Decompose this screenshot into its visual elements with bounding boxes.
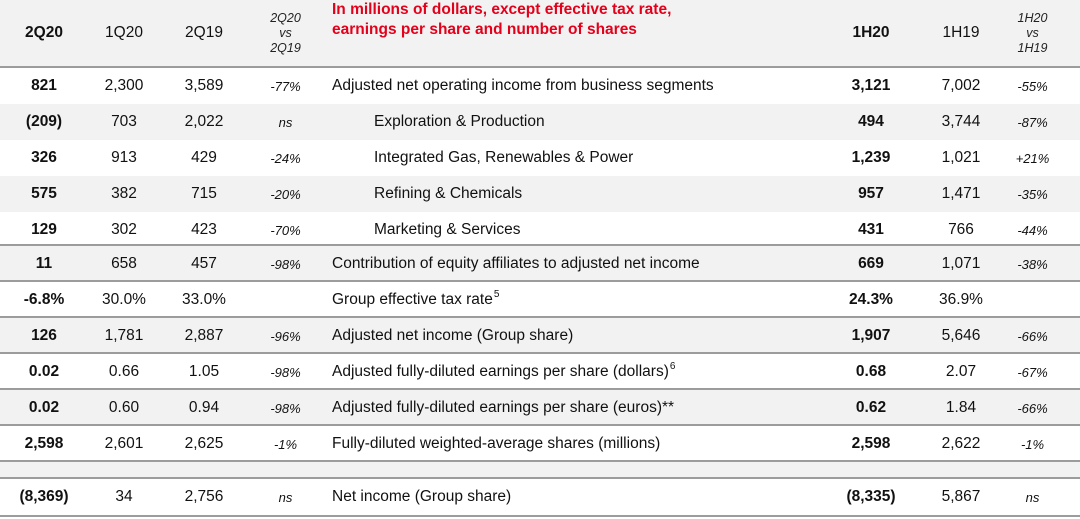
cell-variation-quarter bbox=[248, 282, 323, 318]
cell-1h20: 957 bbox=[858, 185, 884, 202]
cell-2q19: 715 bbox=[191, 185, 217, 202]
cell-variation-quarter: ns bbox=[278, 489, 293, 505]
cell-2q20: 575 bbox=[31, 185, 57, 202]
row-label: Adjusted fully-diluted earnings per share (euros)** bbox=[332, 399, 675, 416]
table-row bbox=[0, 318, 1080, 354]
cell-1h20: 669 bbox=[858, 255, 884, 272]
cell-1h20: 431 bbox=[858, 221, 884, 238]
cell-variation-half: ns bbox=[1025, 489, 1040, 505]
cell-2q19: 2,625 bbox=[184, 435, 224, 452]
cell-variation-quarter: -20% bbox=[270, 186, 301, 202]
cell-2q20: 129 bbox=[31, 221, 57, 238]
table-row bbox=[0, 212, 1080, 248]
table-row bbox=[0, 104, 1080, 140]
cell-1q20: 0.66 bbox=[108, 363, 140, 380]
cell-2q20: 0.02 bbox=[28, 399, 60, 416]
cell-1q20: 658 bbox=[111, 255, 137, 272]
table-row bbox=[0, 176, 1080, 212]
cell-variation-quarter: -24% bbox=[270, 150, 301, 166]
cell-1q20: 0.60 bbox=[108, 399, 140, 416]
cell-1h20: (8,335) bbox=[846, 488, 896, 505]
cell-1h20: 24.3% bbox=[849, 291, 893, 308]
cell-2q20: 0.02 bbox=[28, 363, 60, 380]
header-variation-half: 1H20 vs 1H19 bbox=[1017, 10, 1048, 55]
header-1q20: 1Q20 bbox=[105, 24, 143, 41]
row-label: Adjusted fully-diluted earnings per share (dollars) 6 bbox=[332, 360, 676, 380]
cell-1h20: 1,907 bbox=[851, 327, 891, 344]
cell-2q19: 1.05 bbox=[188, 363, 220, 380]
cell-2q20: 11 bbox=[35, 255, 53, 272]
row-label: Fully-diluted weighted-average shares (millions) bbox=[332, 435, 661, 452]
cell-variation-half: -44% bbox=[1017, 222, 1048, 238]
cell-1h19: 1,071 bbox=[941, 255, 981, 272]
cell-2q20: (209) bbox=[25, 113, 63, 130]
cell-2q19: 429 bbox=[191, 149, 217, 166]
cell-variation-half: +21% bbox=[1015, 150, 1050, 166]
footnote-marker: 6 bbox=[669, 360, 676, 372]
cell-2q19: 33.0% bbox=[182, 291, 226, 308]
cell-variation-quarter: -1% bbox=[273, 436, 298, 452]
cell-variation-quarter: -98% bbox=[270, 400, 301, 416]
table-header bbox=[0, 0, 1080, 66]
table-row bbox=[0, 140, 1080, 176]
cell-variation-quarter: -96% bbox=[270, 328, 301, 344]
row-label: Net income (Group share) bbox=[332, 488, 512, 505]
cell-1q20: 703 bbox=[111, 113, 137, 130]
cell-1h19: 5,646 bbox=[941, 327, 981, 344]
cell-2q19: 2,756 bbox=[184, 488, 224, 505]
cell-variation-half: -35% bbox=[1017, 186, 1048, 202]
cell-1q20: 30.0% bbox=[102, 291, 146, 308]
table-row bbox=[0, 479, 1080, 515]
cell-2q19: 3,589 bbox=[184, 77, 224, 94]
header-2q19: 2Q19 bbox=[185, 24, 223, 41]
cell-variation-half: -66% bbox=[1017, 400, 1048, 416]
row-label: Exploration & Production bbox=[374, 113, 545, 130]
table-row bbox=[0, 354, 1080, 390]
cell-1h19: 1,021 bbox=[941, 149, 981, 166]
cell-2q20: 2,598 bbox=[24, 435, 64, 452]
cell-1h20: 3,121 bbox=[851, 77, 891, 94]
header-2q20: 2Q20 bbox=[25, 24, 63, 41]
cell-1q20: 913 bbox=[111, 149, 137, 166]
spacer-row bbox=[0, 462, 1080, 477]
cell-1h19: 7,002 bbox=[941, 77, 981, 94]
cell-1h20: 1,239 bbox=[851, 149, 891, 166]
cell-variation-half: -1% bbox=[1020, 436, 1045, 452]
cell-variation-half: -38% bbox=[1017, 256, 1048, 272]
cell-2q19: 2,022 bbox=[184, 113, 224, 130]
cell-variation-half: -87% bbox=[1017, 114, 1048, 130]
row-label: Integrated Gas, Renewables & Power bbox=[374, 149, 634, 166]
footnote-marker: 5 bbox=[493, 288, 500, 300]
cell-2q19: 2,887 bbox=[184, 327, 224, 344]
header-variation-quarter: 2Q20 vs 2Q19 bbox=[270, 10, 301, 55]
cell-variation-quarter: -98% bbox=[270, 256, 301, 272]
cell-variation-quarter: -77% bbox=[270, 78, 301, 94]
cell-variation-half bbox=[995, 282, 1070, 318]
cell-1h19: 2,622 bbox=[941, 435, 981, 452]
cell-variation-quarter: ns bbox=[278, 114, 293, 130]
row-label: Adjusted net income (Group share) bbox=[332, 327, 574, 344]
separator-line bbox=[0, 515, 1080, 517]
cell-1h19: 1,471 bbox=[941, 185, 981, 202]
cell-variation-quarter: -98% bbox=[270, 364, 301, 380]
table-row bbox=[0, 68, 1080, 104]
header-1h19: 1H19 bbox=[942, 24, 980, 41]
table-row bbox=[0, 282, 1080, 318]
cell-2q20: 326 bbox=[31, 149, 57, 166]
table-row bbox=[0, 426, 1080, 462]
cell-variation-half: -67% bbox=[1017, 364, 1048, 380]
cell-1h19: 1.84 bbox=[945, 399, 977, 416]
cell-1h19: 766 bbox=[948, 221, 974, 238]
cell-2q20: -6.8% bbox=[23, 291, 65, 308]
cell-1h20: 0.62 bbox=[855, 399, 887, 416]
cell-2q20: 821 bbox=[31, 77, 57, 94]
row-label: Marketing & Services bbox=[374, 221, 521, 238]
row-label: Group effective tax rate 5 bbox=[332, 288, 500, 308]
header-1h20: 1H20 bbox=[852, 24, 890, 41]
cell-1q20: 1,781 bbox=[104, 327, 144, 344]
table-row bbox=[0, 246, 1080, 282]
header-caption: In millions of dollars, except effective tax rate, earnings per share and number of shares bbox=[332, 1, 672, 38]
cell-1q20: 34 bbox=[115, 488, 133, 505]
cell-1h19: 5,867 bbox=[941, 488, 981, 505]
table-row bbox=[0, 390, 1080, 426]
cell-variation-quarter: -70% bbox=[270, 222, 301, 238]
cell-1h19: 3,744 bbox=[941, 113, 981, 130]
cell-1q20: 302 bbox=[111, 221, 137, 238]
row-label: Adjusted net operating income from business segments bbox=[332, 77, 714, 94]
cell-1q20: 2,300 bbox=[104, 77, 144, 94]
cell-1h20: 0.68 bbox=[855, 363, 887, 380]
cell-1q20: 382 bbox=[111, 185, 137, 202]
row-label: Contribution of equity affiliates to adjusted net income bbox=[332, 255, 700, 272]
row-label: Refining & Chemicals bbox=[374, 185, 523, 202]
cell-1q20: 2,601 bbox=[104, 435, 144, 452]
cell-1h20: 2,598 bbox=[851, 435, 891, 452]
cell-variation-half: -66% bbox=[1017, 328, 1048, 344]
cell-1h20: 494 bbox=[858, 113, 884, 130]
cell-1h19: 36.9% bbox=[939, 291, 983, 308]
cell-1h19: 2.07 bbox=[945, 363, 977, 380]
cell-2q20: (8,369) bbox=[19, 488, 69, 505]
cell-variation-half: -55% bbox=[1017, 78, 1048, 94]
cell-2q19: 423 bbox=[191, 221, 217, 238]
cell-2q19: 0.94 bbox=[188, 399, 220, 416]
cell-2q19: 457 bbox=[191, 255, 217, 272]
cell-2q20: 126 bbox=[31, 327, 57, 344]
